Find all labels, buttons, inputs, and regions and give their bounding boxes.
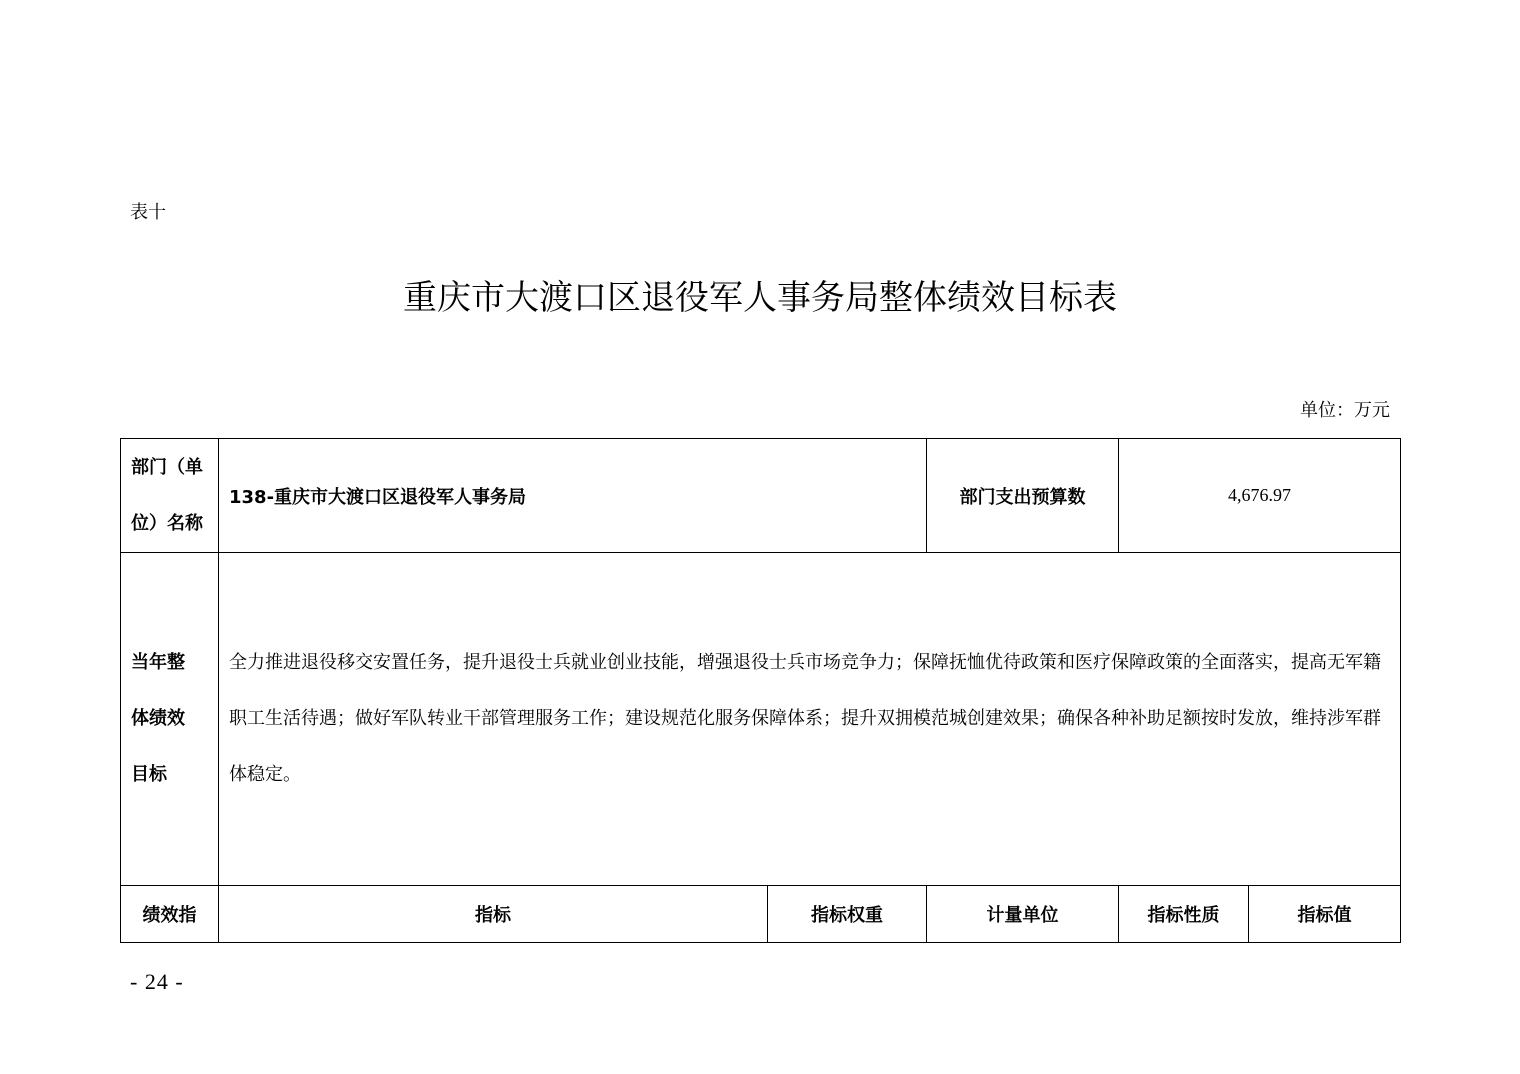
goal-row (121, 553, 1401, 886)
dept-label-line-1: 部门（单 (131, 456, 203, 478)
page-number: - 24 - (130, 969, 184, 994)
header-indicator-weight: 指标权重 (768, 886, 927, 943)
page-title: 重庆市大渡口区退役军人事务局整体绩效目标表 (403, 278, 1117, 318)
header-measure-unit: 计量单位 (927, 886, 1119, 943)
dept-row (121, 439, 1401, 553)
header-performance-indicator: 绩效指 (121, 886, 219, 943)
dept-label-line-2: 位）名称 (131, 512, 203, 534)
dept-name-cell: 138-重庆市大渡口区退役军人事务局 (219, 439, 927, 553)
indicator-header-row (121, 886, 1401, 943)
performance-goal-table (120, 438, 1401, 943)
unit-note: 单位：万元 (1300, 400, 1390, 421)
table-label: 表十 (130, 202, 166, 223)
dept-label-cell (121, 439, 219, 553)
goal-label-cell (121, 553, 219, 886)
goal-text-cell: 全力推进退役移交安置任务，提升退役士兵就业创业技能，增强退役士兵市场竞争力；保障抚恤优待政策和医疗保障政策的全面落实，提高无军籍职工生活待遇；做好军队转业干部管理服务工作；建设规范化服务保障体系；提升双拥模范城创建效果；确保各种补助足额按时发放，维持涉军群体稳定。 (219, 553, 1401, 886)
header-indicator: 指标 (219, 886, 768, 943)
goal-label-line-2: 体绩效 (131, 708, 185, 729)
goal-label-line-1: 当年整 (131, 652, 185, 673)
header-indicator-value: 指标值 (1249, 886, 1401, 943)
budget-value-cell: 4,676.97 (1119, 439, 1401, 553)
budget-label-cell: 部门支出预算数 (927, 439, 1119, 553)
goal-label-line-3: 目标 (131, 764, 167, 785)
header-indicator-nature: 指标性质 (1119, 886, 1249, 943)
